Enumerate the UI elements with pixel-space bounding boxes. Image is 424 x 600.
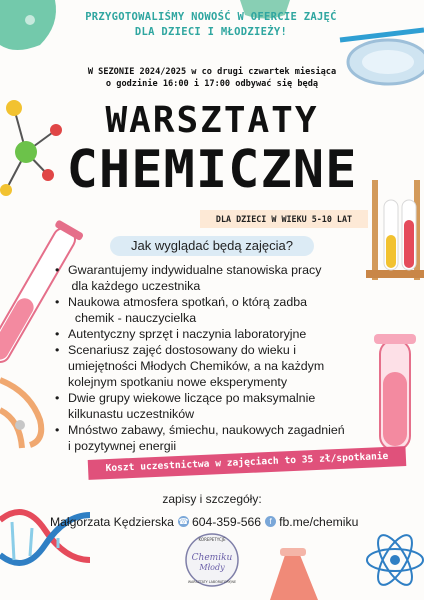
cost-banner: Koszt uczestnictwa w zajęciach to 35 zł/spotkanie: [88, 446, 407, 480]
age-badge: DLA DZIECI W WIEKU 5-10 LAT: [200, 210, 368, 228]
contact-phone[interactable]: 604-359-566: [191, 514, 262, 529]
question-pill: Jak wyglądać będą zajęcia?: [110, 236, 314, 256]
item-line: chemik - nauczycielka: [68, 311, 197, 325]
logo-line-2: Młody: [199, 563, 225, 572]
title-line-1: WARSZTATY: [105, 100, 319, 141]
item-line: umiejętności Młodych Chemików, a na każdym: [68, 359, 325, 373]
offer-line-2: DLA DZIECI I MŁODZIEŻY!: [134, 26, 288, 38]
season-info: [66, 66, 358, 90]
facebook-icon: f: [265, 516, 276, 527]
signup-label: zapisy i szczegóły:: [162, 492, 262, 506]
season-line-1: W SEZONIE 2024/2025 w co drugi czwartek miesiąca: [87, 67, 337, 77]
list-item: [52, 390, 370, 422]
offer-line-1: PRZYGOTOWALIŚMY NOWOŚĆ W OFERCIE ZAJĘĆ: [85, 11, 337, 23]
contact-facebook[interactable]: fb.me/chemiku: [279, 514, 359, 529]
item-line: • Gwarantujemy indywidualne stanowiska pracy: [68, 263, 322, 277]
phone-icon: ☎: [178, 517, 189, 527]
item-line: • Mnóstwo zabawy, śmiechu, naukowych zagadnień: [68, 423, 345, 437]
list-item: [52, 262, 370, 294]
item-line: • Autentyczny sprzęt i naczynia laboratoryjne: [68, 327, 307, 341]
season-line-2: o godzinie 16:00 i 17:00 odbywać się będą: [105, 79, 319, 89]
logo-arc-top: KOREPETYCJE: [198, 537, 226, 542]
offer-announcement: [58, 10, 364, 40]
item-line: • Scenariusz zajęć dostosowany do wieku i: [68, 343, 296, 357]
logo-arc-bottom: WARSZTATY LABORATORYJNE: [187, 580, 237, 584]
list-item: [52, 326, 370, 342]
item-line: kolejnym spotkaniu nowe eksperymenty: [68, 375, 288, 389]
item-line: dla każdego uczestnika: [68, 279, 201, 293]
item-line: kilkunastu uczestników: [68, 407, 195, 421]
contact-name: Małgorzata Kędzierska: [50, 514, 174, 529]
logo-line-1: Chemiku: [191, 553, 233, 563]
features-list: [52, 262, 370, 454]
logo: [184, 532, 240, 588]
flask-icon: [0, 0, 56, 50]
atom-icon: [367, 530, 423, 589]
list-item: [52, 294, 370, 326]
item-line: • Naukowa atmosfera spotkań, o którą zadba: [68, 295, 307, 309]
list-item: [52, 342, 370, 390]
contact-line: [50, 514, 390, 529]
tongs-icon: [0, 380, 41, 448]
title-line-2: CHEMICZNE: [66, 140, 358, 200]
item-line: i pozytywnej energii: [68, 439, 177, 453]
flask-icon: [270, 555, 318, 600]
test-tube-icon: [374, 334, 416, 450]
item-line: • Dwie grupy wiekowe liczące po maksymalnie: [68, 391, 316, 405]
